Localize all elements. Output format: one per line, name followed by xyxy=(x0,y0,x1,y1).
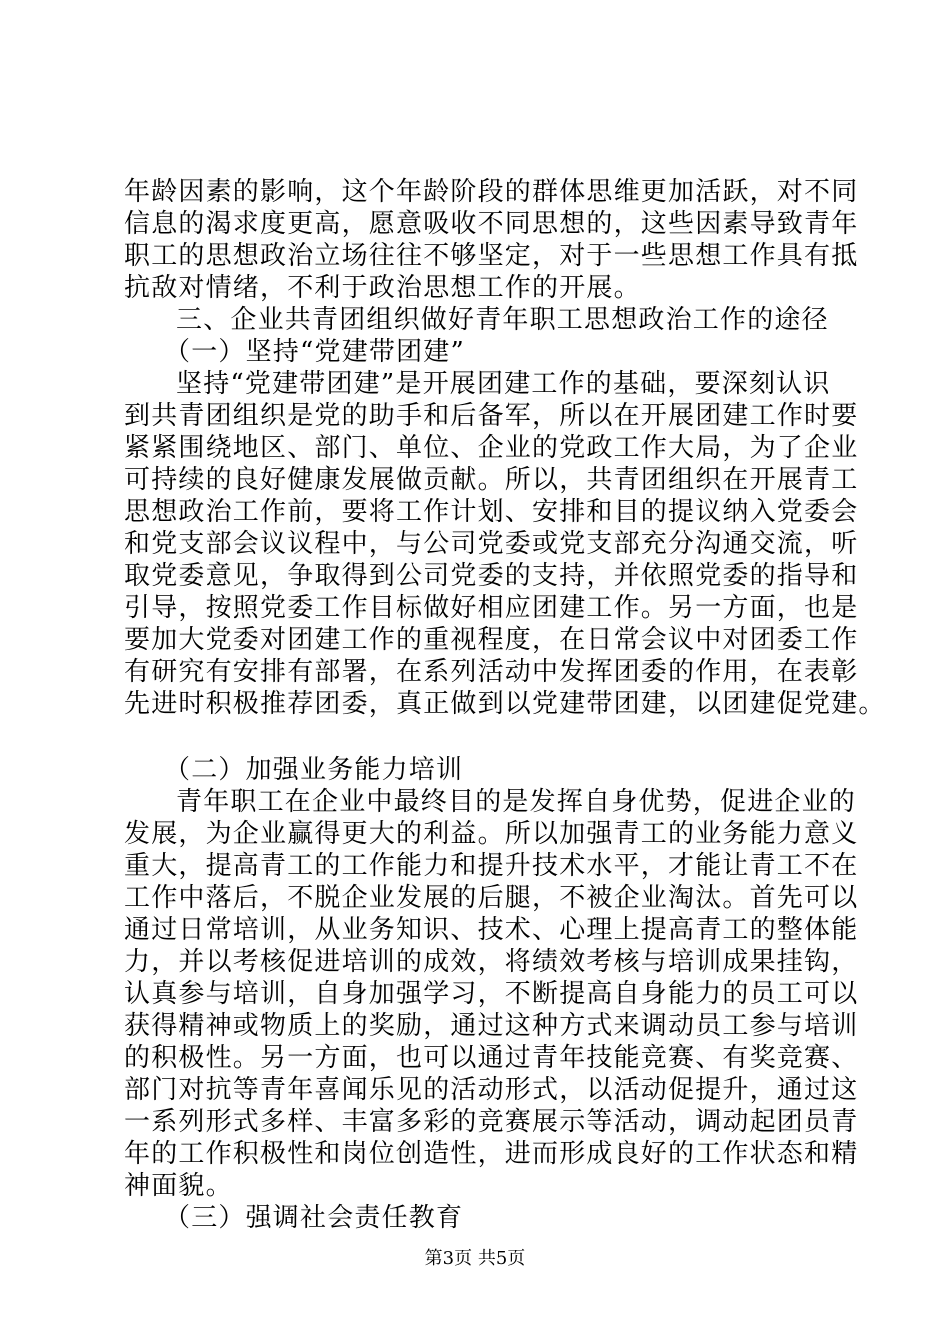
text-line: 认真参与培训，自身加强学习，不断提高自身能力的员工可以 xyxy=(124,979,859,1009)
text-line: 先进时积极推荐团委，真正做到以党建带团建，以团建促党建。 xyxy=(124,689,886,719)
page-footer: 第3页 共5页 xyxy=(424,1248,526,1269)
text-line: 工作中落后，不脱企业发展的后腿，不被企业淘汰。首先可以 xyxy=(124,883,859,913)
text-line: 到共青团组织是党的助手和后备军，所以在开展团建工作时要 xyxy=(124,401,859,431)
text-line: 和党支部会议议程中，与公司党委或党支部充分沟通交流，听 xyxy=(124,529,859,559)
text-line: 引导，按照党委工作目标做好相应团建工作。另一方面，也是 xyxy=(124,593,859,623)
text-line: 有研究有安排有部署，在系列活动中发挥团委的作用，在表彰 xyxy=(124,657,859,687)
paragraph-gap xyxy=(124,720,836,754)
subsection-heading-3: （三）强调社会责任教育 xyxy=(164,1203,464,1233)
text-line: 思想政治工作前，要将工作计划、安排和目的提议纳入党委会 xyxy=(124,497,859,527)
text-line: 神面貌。 xyxy=(124,1171,233,1201)
text-line: 坚持“党建带团建”是开展团建工作的基础，要深刻认识 xyxy=(176,369,831,399)
text-line: 取党委意见，争取得到公司党委的支持，并依照党委的指导和 xyxy=(124,561,859,591)
text-line: 发展，为企业赢得更大的利益。所以加强青工的业务能力意义 xyxy=(124,819,859,849)
text-line: 可持续的良好健康发展做贡献。所以，共青团组织在开展青工 xyxy=(124,465,859,495)
subsection-heading-1: （一）坚持“党建带团建” xyxy=(164,337,465,367)
text-line: 职工的思想政治立场往往不够坚定，对于一些思想工作具有抵 xyxy=(124,241,859,271)
text-line: 信息的渴求度更高，愿意吸收不同思想的，这些因素导致青年 xyxy=(124,209,859,239)
text-line: 年龄因素的影响，这个年龄阶段的群体思维更加活跃，对不同 xyxy=(124,177,859,207)
text-line: 青年职工在企业中最终目的是发挥自身优势，促进企业的 xyxy=(176,787,857,817)
text-line: 通过日常培训，从业务知识、技术、心理上提高青工的整体能 xyxy=(124,915,859,945)
text-line: 年的工作积极性和岗位创造性，进而形成良好的工作状态和精 xyxy=(124,1139,859,1169)
text-line: 紧紧围绕地区、部门、单位、企业的党政工作大局，为了企业 xyxy=(124,433,859,463)
text-line: 一系列形式多样、丰富多彩的竞赛展示等活动，调动起团员青 xyxy=(124,1107,859,1137)
text-line: 要加大党委对团建工作的重视程度，在日常会议中对团委工作 xyxy=(124,625,859,655)
text-line: 部门对抗等青年喜闻乐见的活动形式，以活动促提升，通过这 xyxy=(124,1075,859,1105)
text-line: 获得精神或物质上的奖励，通过这种方式来调动员工参与培训 xyxy=(124,1011,859,1041)
section-heading: 三、企业共青团组织做好青年职工思想政治工作的途径 xyxy=(176,305,829,335)
text-line: 抗敌对情绪，不利于政治思想工作的开展。 xyxy=(124,273,641,303)
text-line: 力，并以考核促进培训的成效，将绩效考核与培训成果挂钩， xyxy=(124,947,859,977)
document-body xyxy=(124,176,886,1234)
text-line: 的积极性。另一方面，也可以通过青年技能竞赛、有奖竞赛、 xyxy=(124,1043,859,1073)
subsection-heading-2: （二）加强业务能力培训 xyxy=(164,755,464,785)
text-line: 重大，提高青工的工作能力和提升技术水平，才能让青工不在 xyxy=(124,851,859,881)
